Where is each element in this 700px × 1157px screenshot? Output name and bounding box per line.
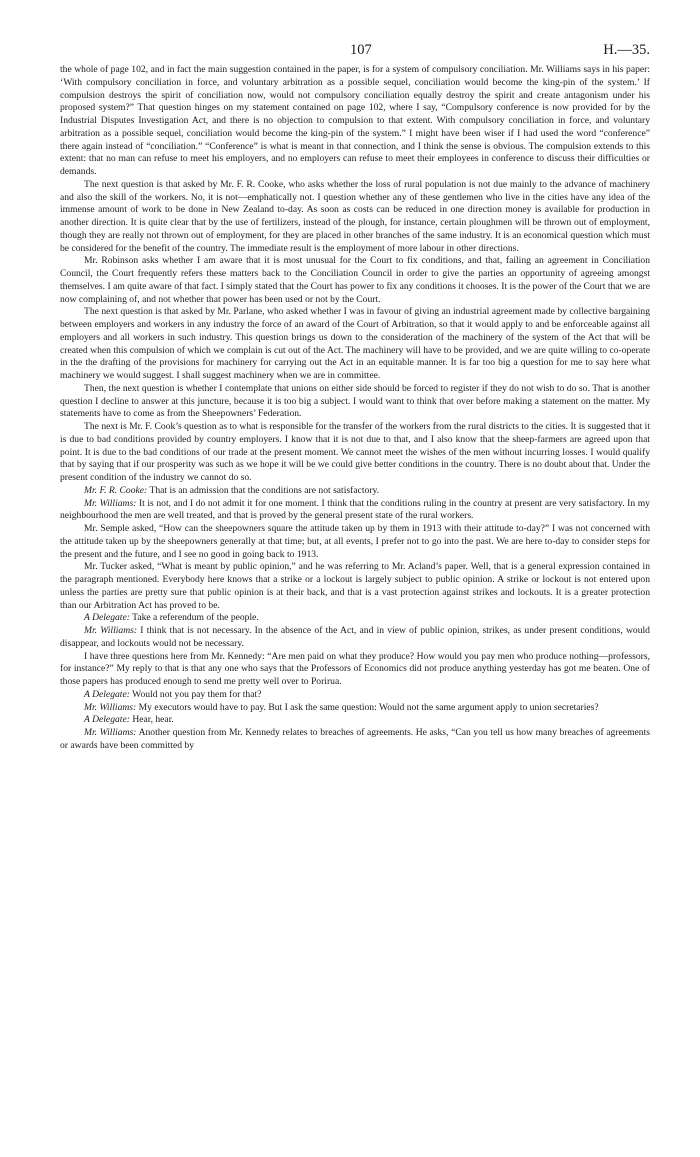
paragraph-text: Would not you pay them for that? bbox=[132, 688, 262, 700]
speaker-paragraph bbox=[60, 498, 650, 524]
speaker-paragraph bbox=[60, 612, 650, 625]
paragraph-text: Mr. Tucker asked, “What is meant by public opinion,” and he was referring to Mr. Acland’s paper. Well, that is a general expression contained in the paragraph mentioned. Everybody here knows that a strike or a lockout is largely subject to public opinion. A strike or lockout is not entered upon unless the parties are pretty sure that public opinion is at their back, and that is a vast protection against strikes and lockouts. It is a greater protection than our Arbitration Act has proved to be. bbox=[60, 561, 650, 611]
paragraph bbox=[60, 179, 650, 256]
paragraph bbox=[60, 306, 650, 383]
paragraph-text: Take a referendum of the people. bbox=[132, 612, 259, 624]
paragraph-text: Mr. Robinson asks whether I am aware that it is most unusual for the Court to fix conditions, and that, failing an agreement in Conciliation Council, the Court frequently refers these matters back to the Conciliation Council in order to give the parties an opportunity of agreeing amongst themselves. I am quite aware of that fact. I simply stated that the Court has power to fix any conditions it chooses. It is the power of the Court that we are now complaining of, and not whether that power has been used or not by the Court. bbox=[60, 255, 650, 305]
paragraph-text: That is an admission that the conditions are not satisfactory. bbox=[149, 484, 380, 496]
paragraph bbox=[60, 561, 650, 612]
speaker-paragraph bbox=[60, 485, 650, 498]
body-text bbox=[60, 64, 650, 753]
paragraph bbox=[60, 651, 650, 689]
document-page bbox=[60, 42, 650, 753]
paragraph-text: The next question is that asked by Mr. F. R. Cooke, who asks whether the loss of rural population is not due mainly to the advance of machinery and also the skill of the workers. No, it is not—emphatically not. I question whether any of these gentlemen who live in the cities have any idea of the immense amount of work to be done in New Zealand to-day. As soon as costs can be reduced in one direction money is available for production in another direction. It is quite clear that by the use of fertilizers, instead of the plough, for instance, certain ploughmen will be thrown out of employment, though they are really not thrown out of employment, for they are placed in other branches of the same industry. It is an economical question which must be considered for the benefit of the country. The immediate result is the employment of more labour in other directions. bbox=[60, 178, 650, 254]
speaker-label: A Delegate: bbox=[84, 714, 130, 726]
paragraph-text: My executors would have to pay. But I ask the same question: Would not the same argument apply to union secretaries? bbox=[138, 701, 599, 713]
paragraph-text: Hear, hear. bbox=[132, 714, 174, 726]
paragraph bbox=[60, 421, 650, 485]
paragraph-text: Mr. Semple asked, “How can the sheepowners square the attitude taken up by them in 1913 with their attitude to-day?” I was not concerned with the attitude taken up by the sheepowners generally at that time; but, at all events, I prefer not to go into the past. We are here to-day to consider steps for the present and the future, and I see no good in going back to 1913. bbox=[60, 523, 650, 560]
paragraph-text: The next is Mr. F. Cook’s question as to what is responsible for the transfer of the workers from the rural districts to the cities. It is suggested that it is due to bad conditions provided by country employers. I know that it is not due to that, and I also know that the sheep-farmers are agreed upon that point. It is due to the bad conditions of our trade at the present moment. We cannot meet the wishes of the men without incurring losses. I would qualify that by saying that if our prosperity was such as we hope it will be we could give better conditions in the country. There is no doubt about that. Under the present condition of the industry we cannot do so. bbox=[60, 421, 650, 483]
page-number: 107 bbox=[350, 42, 372, 58]
paragraph-text: I have three questions here from Mr. Kennedy: “Are men paid on what they produce? How would you pay men who produce nothing—professors, for instance?” My reply to that is that any one who says that the Professors of Economics did not produce anything yesterday has got me beaten. One of those papers has produced enough to send me pretty well over to Porirua. bbox=[60, 650, 650, 687]
paragraph bbox=[60, 64, 650, 179]
speaker-label: A Delegate: bbox=[84, 612, 130, 624]
paragraph-text: I think that is not necessary. In the absence of the Act, and in view of public opinion, strikes, as under present conditions, would disappear, and lockouts would not be necessary. bbox=[60, 625, 650, 649]
speaker-paragraph bbox=[60, 625, 650, 651]
paragraph-text: It is not, and I do not admit it for one moment. I think that the conditions ruling in the country at present are very satisfactory. In my neighbourhood the men are well treated, and that is proved by the general present state of the rural workers. bbox=[60, 497, 650, 522]
paragraph-text: the whole of page 102, and in fact the main suggestion contained in the paper, is for a system of compulsory conciliation. Mr. Williams says in his paper: ‘With compulsory conciliation in force, and voluntary arbitration as a possible sequel, conciliation would become the king-pin of the system.’ If compulsion destroys the spirit of conciliation now, would not compulsory conciliation equally destroy the spirit and create antagonism under his proposed system?” That question hinges on my statement contained on page 102, where I say, “Compulsory conference is now provided for by the Industrial Disputes Investigation Act, and there is no objection to compulsion to that extent. With compulsory conciliation in force, and voluntary arbitration as a possible sequel, conciliation would become the king-pin of the system.” I might have been wiser if I had used the word “conference” there again instead of “conciliation.” “Conference” is what is meant in that connection, and I think the sense is obvious. The compulsion extends to this extent: that no man can refuse to meet his employers, and no employers can refuse to meet their employees in conference to discuss their difficulties or demands. bbox=[60, 64, 650, 177]
page-header bbox=[60, 42, 650, 64]
paragraph-text: The next question is that asked by Mr. Parlane, who asked whether I was in favour of giving an industrial agreement made by collective bargaining between employers and workers in any industry the force of an award of the Court of Arbitration, so that it would apply to and be enforceable against all employers and all workers in such industry. This question brings us down to the consideration of the machinery of the system of the Act that will be created when this compulsion of which we complain is cut out of the Act. The machinery will have to be provided, and we are quite willing to co-operate in the the drafting of the provisions for machinery for carrying out the Act in an equitable manner. It is far too big a question for me to say here what machinery we would suggest. I shall suggest machinery when we are in committee. bbox=[60, 306, 650, 381]
speaker-label: Mr. Williams: bbox=[84, 497, 137, 509]
paragraph-text: Another question from Mr. Kennedy relates to breaches of agreements. He asks, “Can you tell us how many breaches of agreements or awards have been committed by bbox=[60, 727, 650, 751]
paragraph bbox=[60, 383, 650, 421]
paragraph bbox=[60, 255, 650, 306]
speaker-paragraph bbox=[60, 702, 650, 715]
speaker-label: A Delegate: bbox=[84, 688, 130, 700]
speaker-label: Mr. Williams: bbox=[84, 727, 137, 738]
speaker-label: Mr. Williams: bbox=[84, 625, 138, 636]
speaker-paragraph bbox=[60, 689, 650, 702]
speaker-paragraph bbox=[60, 727, 650, 753]
paragraph bbox=[60, 523, 650, 561]
paragraph-text: Then, the next question is whether I contemplate that unions on either side should be forced to register if they do not wish to do so. That is another question I decline to answer at this juncture, because it is too big a subject. I would want to think that over before making a statement on the matter. My statements have to come as from the Sheepowners’ Federation. bbox=[60, 382, 650, 420]
speaker-label: Mr. F. R. Cooke: bbox=[84, 484, 148, 496]
speaker-paragraph bbox=[60, 714, 650, 727]
document-reference: H.—35. bbox=[603, 42, 650, 58]
speaker-label: Mr. Williams: bbox=[84, 701, 137, 713]
